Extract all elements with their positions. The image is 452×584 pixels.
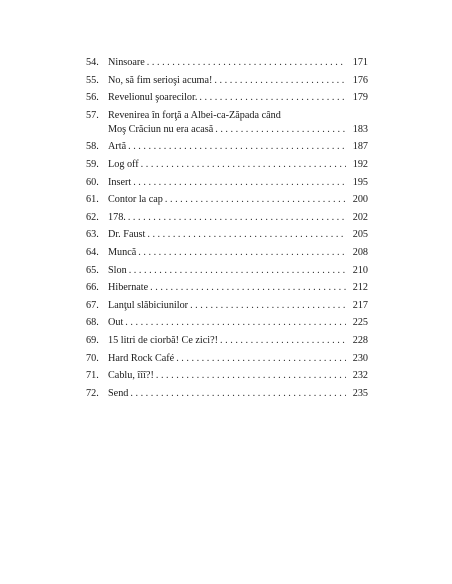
dot-leader [199, 91, 346, 105]
toc-entry [86, 228, 368, 242]
entry-number: 61. [86, 194, 99, 206]
toc-entry [86, 246, 368, 260]
dot-leader [128, 211, 346, 225]
entry-title: Lanţul slăbiciunilor [108, 299, 189, 311]
toc-entry [86, 193, 368, 207]
dot-leader [129, 264, 346, 278]
entry-page: 195 [352, 176, 368, 188]
toc-entry [86, 316, 368, 330]
toc-entry [86, 352, 368, 366]
dot-leader [214, 74, 346, 88]
dot-leader [138, 246, 346, 260]
entry-page: 202 [352, 211, 368, 223]
entry-page: 176 [352, 74, 368, 86]
entry-number: 63. [86, 229, 99, 241]
entry-page: 228 [352, 334, 368, 346]
entry-number: 66. [86, 282, 99, 294]
entry-page: 208 [352, 246, 368, 258]
entry-number: 68. [86, 317, 99, 329]
entry-title-line2: Moş Crăciun nu era acasă [108, 123, 214, 135]
entry-number: 59. [86, 158, 99, 170]
dot-leader [147, 56, 346, 70]
entry-number: 64. [86, 246, 99, 258]
dot-leader [141, 158, 346, 172]
toc-entry [86, 334, 368, 348]
toc-entry [86, 387, 368, 401]
entry-page: 179 [352, 92, 368, 104]
toc-entry [86, 56, 368, 70]
entry-number: 58. [86, 141, 99, 153]
toc-entry [86, 369, 368, 383]
entry-title: Slon [108, 264, 127, 276]
entry-page: 210 [352, 264, 368, 276]
entry-title: Ninsoare [108, 57, 145, 68]
entry-title: 15 litri de ciorbă! Ce zici?! [108, 334, 219, 346]
entry-title: No, să fim serioşi acuma! [108, 74, 213, 86]
toc-entry [86, 109, 368, 137]
entry-page: 230 [352, 352, 368, 364]
entry-title: Insert [108, 176, 132, 188]
toc-entry [86, 299, 368, 313]
dot-leader [190, 299, 346, 313]
toc-entry [86, 74, 368, 88]
entry-number: 60. [86, 176, 99, 188]
entry-title: Revelionul şoarecilor. [108, 92, 198, 104]
entry-page: 171 [352, 57, 368, 68]
dot-leader [165, 193, 346, 207]
entry-title: Hard Rock Café [108, 352, 175, 364]
dot-leader [125, 316, 346, 330]
toc-entry [86, 281, 368, 295]
entry-page: 235 [352, 387, 368, 399]
entry-title: Send [108, 387, 129, 399]
entry-page: 232 [352, 370, 368, 382]
dot-leader [128, 140, 346, 154]
dot-leader [176, 352, 346, 366]
entry-number: 62. [86, 211, 99, 223]
entry-page: 187 [352, 141, 368, 153]
entry-page: 205 [352, 229, 368, 241]
entry-title: Log off [108, 158, 139, 170]
entry-title: Out [108, 317, 124, 329]
dot-leader [133, 176, 346, 190]
entry-number: 54. [86, 57, 99, 68]
toc-entry [86, 158, 368, 172]
entry-page: 225 [352, 317, 368, 329]
dot-leader [215, 123, 346, 137]
entry-number: 71. [86, 370, 99, 382]
entry-number: 65. [86, 264, 99, 276]
table-of-contents [86, 56, 368, 404]
entry-page: 200 [352, 194, 368, 206]
dot-leader [130, 387, 346, 401]
entry-number: 69. [86, 334, 99, 346]
toc-entry [86, 211, 368, 225]
entry-title-line1: Revenirea în forţă a Albei-ca-Zăpada când [108, 109, 281, 121]
dot-leader [150, 281, 346, 295]
toc-entry [86, 176, 368, 190]
toc-entry [86, 91, 368, 105]
entry-page: 183 [352, 123, 368, 135]
entry-number: 57. [86, 109, 99, 121]
entry-title: Muncă [108, 246, 137, 258]
toc-entry [86, 264, 368, 278]
entry-page: 212 [352, 282, 368, 294]
toc-entry [86, 140, 368, 154]
entry-number: 56. [86, 92, 99, 104]
entry-number: 72. [86, 387, 99, 399]
entry-title: Contor la cap [108, 194, 163, 206]
entry-title: 178. [108, 211, 126, 223]
entry-number: 67. [86, 299, 99, 311]
entry-title: Artă [108, 141, 127, 153]
dot-leader [220, 334, 346, 348]
dot-leader [147, 228, 346, 242]
entry-title: Cablu, îîî?! [108, 370, 154, 382]
entry-number: 70. [86, 352, 99, 364]
entry-title: Dr. Faust [108, 229, 146, 241]
dot-leader [156, 369, 346, 383]
entry-number: 55. [86, 74, 99, 86]
entry-page: 217 [352, 299, 368, 311]
entry-title: Hibernate [108, 282, 149, 294]
entry-page: 192 [352, 158, 368, 170]
